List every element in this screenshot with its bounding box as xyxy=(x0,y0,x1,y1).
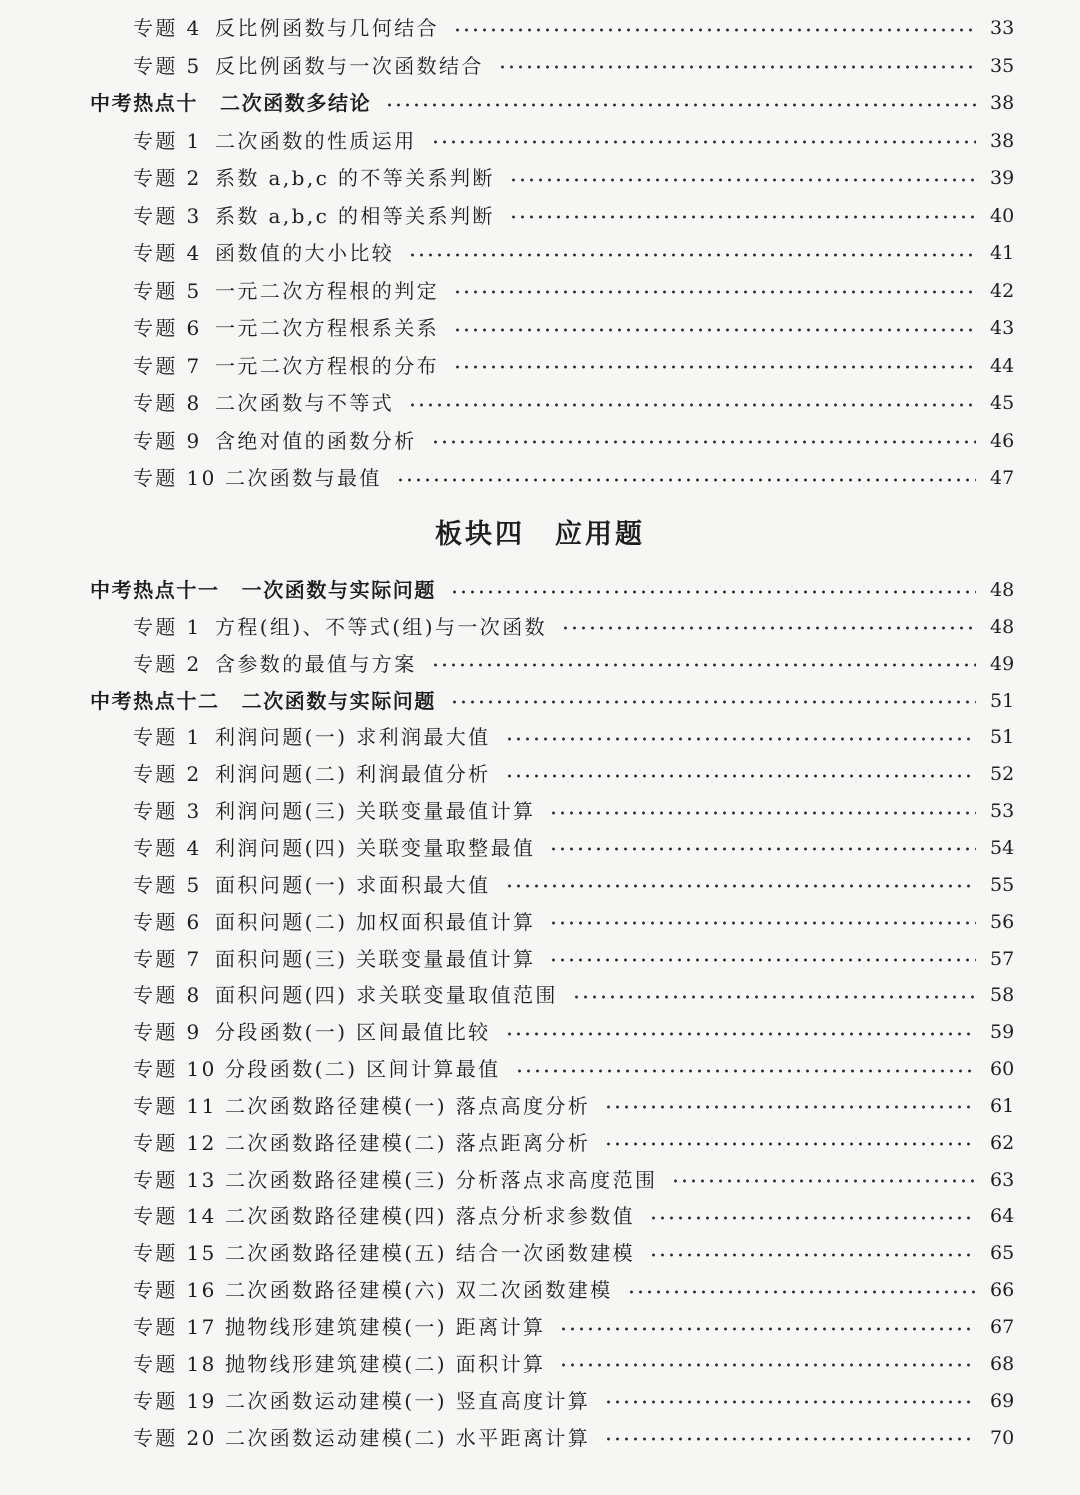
toc-page-number: 57 xyxy=(990,947,1015,970)
dot-leader xyxy=(549,921,976,925)
toc-page-number: 63 xyxy=(990,1168,1015,1191)
toc-entry-label: 专题 3 xyxy=(133,799,202,824)
toc-entry-title: 一元二次方程根的分布 xyxy=(215,353,439,378)
toc-topic-entry[interactable] xyxy=(0,1086,1080,1123)
toc-entry-label: 专题 17 xyxy=(133,1315,217,1339)
toc-entry-label: 专题 9 xyxy=(133,1020,202,1045)
toc-topic-entry[interactable] xyxy=(0,158,1080,195)
toc-page-number: 69 xyxy=(990,1389,1015,1412)
toc-entry-name xyxy=(0,795,535,824)
dot-leader xyxy=(450,700,976,704)
toc-entry-label: 专题 5 xyxy=(133,872,202,897)
toc-entry-title: 一次函数与实际问题 xyxy=(241,578,437,602)
toc-entry-name xyxy=(0,869,491,898)
toc-entry-label: 专题 14 xyxy=(133,1204,217,1229)
toc-entry-name xyxy=(0,611,547,640)
toc-topic-entry[interactable] xyxy=(0,271,1080,308)
toc-entry-name xyxy=(0,1311,545,1340)
toc-page-number: 33 xyxy=(990,17,1015,39)
toc-page-number: 41 xyxy=(990,242,1015,264)
toc-entry-label: 专题 18 xyxy=(133,1351,217,1376)
dot-leader xyxy=(505,774,976,778)
toc-entry-name xyxy=(0,906,535,935)
toc-entry-name xyxy=(0,387,394,416)
dot-leader xyxy=(549,847,976,851)
toc-entry-name xyxy=(0,125,417,154)
dot-leader xyxy=(559,1327,976,1331)
dot-leader xyxy=(450,590,976,594)
dot-leader xyxy=(396,478,976,482)
toc-topic-entry[interactable] xyxy=(0,1233,1080,1270)
toc-hotspot-entry[interactable] xyxy=(0,570,1080,607)
toc-topic-entry[interactable] xyxy=(0,939,1080,976)
toc-topic-entry[interactable] xyxy=(0,1196,1080,1233)
toc-entry-name xyxy=(0,1200,635,1229)
toc-page-number: 56 xyxy=(990,910,1015,933)
toc-hotspot-entry[interactable] xyxy=(0,681,1080,718)
dot-leader xyxy=(604,1105,976,1109)
toc-entry-label: 专题 1 xyxy=(133,725,202,750)
toc-entry-title: 面积问题(三) 关联变量最值计算 xyxy=(215,946,536,971)
toc-entry-title: 二次函数路径建模(二) 落点距离分析 xyxy=(225,1130,591,1155)
toc-page-number: 54 xyxy=(990,836,1015,859)
dot-leader xyxy=(498,65,976,69)
toc-entry-name xyxy=(0,425,417,454)
toc-entry-name xyxy=(0,462,382,491)
toc-entry-name xyxy=(0,943,535,972)
toc-page-number: 52 xyxy=(990,763,1015,786)
toc-page-number: 45 xyxy=(990,392,1015,414)
toc-entry-label: 专题 20 xyxy=(133,1425,217,1450)
toc-topic-entry[interactable] xyxy=(0,754,1080,791)
dot-leader xyxy=(453,290,976,294)
toc-entry-name xyxy=(0,12,439,41)
toc-entry-name xyxy=(0,350,439,379)
toc-page-number: 43 xyxy=(990,317,1015,339)
toc-entry-title: 函数值的大小比较 xyxy=(215,241,395,265)
toc-topic-entry[interactable] xyxy=(0,1160,1080,1197)
toc-entry-label: 专题 1 xyxy=(133,128,202,153)
toc-entry-label: 专题 5 xyxy=(133,278,202,303)
toc-entry-name xyxy=(0,162,495,191)
dot-leader xyxy=(572,995,976,999)
toc-entry-name xyxy=(0,685,436,714)
toc-entry-name xyxy=(0,1385,590,1414)
toc-topic-entry[interactable] xyxy=(0,421,1080,458)
toc-entry-name xyxy=(0,1053,501,1082)
dot-leader xyxy=(559,1363,976,1367)
toc-entry-label: 专题 16 xyxy=(133,1278,217,1303)
toc-entry-title: 一元二次方程根的判定 xyxy=(215,278,439,303)
toc-topic-entry[interactable] xyxy=(0,975,1080,1012)
toc-page-number: 49 xyxy=(990,652,1015,675)
dot-leader xyxy=(505,737,976,741)
toc-page-number: 55 xyxy=(990,873,1015,896)
toc-entry-title: 含绝对值的函数分析 xyxy=(215,428,417,453)
toc-entry-name xyxy=(0,1127,590,1156)
toc-entry-name xyxy=(0,200,495,229)
toc-page-number: 35 xyxy=(990,54,1015,77)
block-title: 板块四 应用题 xyxy=(435,519,645,550)
toc-topic-entry[interactable] xyxy=(0,1418,1080,1455)
toc-entry-title: 系数 a,b,c 的不等关系判断 xyxy=(215,166,495,190)
toc-entry-label: 中考热点十一 xyxy=(90,578,220,602)
dot-leader xyxy=(671,1179,976,1183)
toc-entry-label: 专题 6 xyxy=(133,316,202,340)
toc-entry-label: 专题 7 xyxy=(133,353,202,378)
toc-topic-entry[interactable] xyxy=(0,8,1080,45)
toc-entry-label: 专题 9 xyxy=(133,428,202,453)
toc-page-number: 40 xyxy=(990,204,1015,227)
toc-entry-label: 专题 4 xyxy=(133,241,202,265)
toc-entry-title: 反比例函数与一次函数结合 xyxy=(215,53,484,78)
toc-entry-name xyxy=(0,1016,491,1045)
dot-leader xyxy=(453,365,976,369)
toc-entry-name xyxy=(0,87,371,116)
toc-entry-title: 方程(组)、不等式(组)与一次函数 xyxy=(215,614,548,639)
toc-topic-entry[interactable] xyxy=(0,717,1080,754)
toc-entry-label: 专题 7 xyxy=(133,946,202,971)
dot-leader xyxy=(604,1142,976,1146)
toc-topic-entry[interactable] xyxy=(0,902,1080,939)
toc-entry-label: 专题 3 xyxy=(133,203,202,228)
dot-leader xyxy=(604,1400,976,1404)
toc-entry-label: 专题 4 xyxy=(133,835,202,860)
toc-entry-name xyxy=(0,979,558,1008)
toc-entry-title: 面积问题(二) 加权面积最值计算 xyxy=(215,909,536,934)
toc-entry-title: 二次函数运动建模(二) 水平距离计算 xyxy=(225,1425,591,1450)
toc-page-number: 61 xyxy=(990,1094,1015,1117)
toc-entry-title: 面积问题(一) 求面积最大值 xyxy=(215,872,491,897)
toc-entry-name xyxy=(0,237,394,266)
toc-entry-title: 利润问题(三) 关联变量最值计算 xyxy=(215,799,536,824)
dot-leader xyxy=(649,1253,976,1257)
toc-page-number: 60 xyxy=(990,1058,1015,1081)
toc-entry-title: 二次函数的性质运用 xyxy=(215,128,417,153)
dot-leader xyxy=(549,811,976,815)
toc-entry-label: 专题 13 xyxy=(133,1167,217,1192)
toc-entry-label: 中考热点十二 xyxy=(90,688,220,713)
toc-entry-label: 专题 15 xyxy=(133,1241,217,1266)
toc-entry-label: 中考热点十 xyxy=(90,91,198,115)
toc-entry-title: 利润问题(四) 关联变量取整最值 xyxy=(215,835,536,860)
toc-entry-name xyxy=(0,1348,545,1377)
toc-topic-entry[interactable] xyxy=(0,46,1080,83)
toc-page-number: 38 xyxy=(990,129,1015,152)
toc-topic-entry[interactable] xyxy=(0,1307,1080,1344)
toc-entry-name xyxy=(0,50,484,79)
dot-leader xyxy=(453,328,976,332)
toc-entry-title: 利润问题(二) 利润最值分析 xyxy=(215,762,491,787)
toc-entry-name xyxy=(0,832,535,861)
toc-entry-name xyxy=(0,1237,635,1266)
toc-topic-entry[interactable] xyxy=(0,121,1080,158)
dot-leader xyxy=(561,626,976,630)
toc-entry-title: 二次函数运动建模(一) 竖直高度计算 xyxy=(225,1388,591,1413)
toc-entry-label: 专题 5 xyxy=(133,53,202,78)
toc-entry-label: 专题 10 xyxy=(133,1057,217,1082)
toc-page-number: 66 xyxy=(990,1279,1015,1302)
dot-leader xyxy=(549,958,976,962)
dot-leader xyxy=(649,1216,976,1220)
toc-entry-title: 反比例函数与几何结合 xyxy=(215,16,439,40)
toc-page-number: 44 xyxy=(990,354,1015,377)
toc-entry-title: 二次函数与最值 xyxy=(225,466,382,490)
toc-topic-entry[interactable] xyxy=(0,1344,1080,1381)
toc-topic-entry[interactable] xyxy=(0,1123,1080,1160)
toc-topic-entry[interactable] xyxy=(0,828,1080,865)
toc-entry-name xyxy=(0,275,439,304)
toc-entry-name xyxy=(0,1422,590,1451)
toc-entry-title: 二次函数路径建模(六) 双二次函数建模 xyxy=(225,1278,613,1303)
toc-entry-name xyxy=(0,648,417,677)
dot-leader xyxy=(453,28,976,32)
toc-entry-title: 面积问题(四) 求关联变量取值范围 xyxy=(215,983,558,1008)
toc-page-number: 48 xyxy=(990,615,1015,638)
dot-leader xyxy=(431,440,976,444)
toc-entry-title: 一元二次方程根系关系 xyxy=(215,316,439,340)
toc-page-number: 70 xyxy=(990,1426,1015,1449)
toc-page-number: 48 xyxy=(990,579,1015,601)
toc-entry-label: 专题 6 xyxy=(133,909,202,934)
toc-entry-title: 利润问题(一) 求利润最大值 xyxy=(215,725,491,750)
toc-entry-title: 二次函数路径建模(一) 落点高度分析 xyxy=(225,1093,591,1118)
dot-leader xyxy=(627,1290,976,1294)
toc-topic-entry[interactable] xyxy=(0,346,1080,383)
toc-topic-entry[interactable] xyxy=(0,1270,1080,1307)
dot-leader xyxy=(505,884,976,888)
toc-topic-entry[interactable] xyxy=(0,791,1080,828)
toc-page-number: 42 xyxy=(990,279,1015,302)
dot-leader xyxy=(431,140,976,144)
toc-entry-label: 专题 11 xyxy=(133,1093,217,1118)
toc-page-number: 64 xyxy=(990,1205,1015,1228)
toc-entry-title: 二次函数与不等式 xyxy=(215,391,395,415)
toc-topic-entry[interactable] xyxy=(0,607,1080,644)
toc-page-number: 39 xyxy=(990,167,1015,189)
dot-leader xyxy=(505,1032,976,1036)
toc-entry-label: 专题 1 xyxy=(133,614,202,639)
dot-leader xyxy=(408,253,976,257)
toc-entry-label: 专题 4 xyxy=(133,16,202,40)
toc-entry-name xyxy=(0,1164,657,1193)
toc-entry-title: 系数 a,b,c 的相等关系判断 xyxy=(215,203,495,228)
toc-topic-entry[interactable] xyxy=(0,644,1080,681)
toc-entry-title: 二次函数路径建模(三) 分析落点求高度范围 xyxy=(225,1167,658,1192)
toc-entry-title: 二次函数多结论 xyxy=(220,91,372,115)
toc-entry-label: 专题 12 xyxy=(133,1130,217,1155)
toc-entry-name xyxy=(0,721,491,750)
toc-entry-title: 二次函数与实际问题 xyxy=(241,688,437,713)
toc-entry-title: 抛物线形建筑建模(一) 距离计算 xyxy=(225,1315,546,1339)
toc-page-number: 53 xyxy=(990,800,1015,823)
toc-topic-entry[interactable] xyxy=(0,1049,1080,1086)
toc-page-number: 38 xyxy=(990,92,1015,114)
toc-topic-entry[interactable] xyxy=(0,233,1080,270)
toc-entry-label: 专题 2 xyxy=(133,166,202,190)
toc-page-number: 68 xyxy=(990,1352,1015,1375)
dot-leader xyxy=(431,663,976,667)
toc-entry-name xyxy=(0,312,439,341)
toc-entry-name xyxy=(0,1274,613,1303)
toc-page-number: 46 xyxy=(990,429,1015,452)
dot-leader xyxy=(515,1069,976,1073)
toc-page-number: 62 xyxy=(990,1131,1015,1154)
toc-topic-entry[interactable] xyxy=(0,308,1080,345)
toc-entry-label: 专题 2 xyxy=(133,651,202,676)
toc-entry-label: 专题 19 xyxy=(133,1388,217,1413)
toc-entry-title: 含参数的最值与方案 xyxy=(215,651,417,676)
toc-topic-entry[interactable] xyxy=(0,865,1080,902)
toc-topic-entry[interactable] xyxy=(0,1012,1080,1049)
toc-page-number: 65 xyxy=(990,1242,1015,1265)
toc-page-number: 67 xyxy=(990,1316,1015,1338)
toc-topic-entry[interactable] xyxy=(0,196,1080,233)
toc-page-number: 58 xyxy=(990,984,1015,1007)
dot-leader xyxy=(509,178,976,182)
toc-entry-title: 二次函数路径建模(五) 结合一次函数建模 xyxy=(225,1241,635,1266)
toc-entry-name xyxy=(0,1090,590,1119)
toc-page-number: 47 xyxy=(990,467,1015,489)
toc-entry-title: 二次函数路径建模(四) 落点分析求参数值 xyxy=(225,1204,635,1229)
toc-entry-title: 分段函数(一) 区间最值比较 xyxy=(215,1020,491,1045)
toc-entry-title: 抛物线形建筑建模(二) 面积计算 xyxy=(225,1351,546,1376)
toc-entry-label: 专题 10 xyxy=(133,466,217,490)
toc-entry-label: 专题 2 xyxy=(133,762,202,787)
toc-hotspot-entry[interactable] xyxy=(0,83,1080,120)
dot-leader xyxy=(408,403,976,407)
toc-entry-name xyxy=(0,574,436,603)
toc-entry-label: 专题 8 xyxy=(133,391,202,415)
toc-entry-label: 专题 8 xyxy=(133,983,202,1008)
dot-leader xyxy=(604,1437,976,1441)
toc-page-number: 51 xyxy=(990,726,1015,749)
toc-topic-entry[interactable] xyxy=(0,458,1080,495)
toc-topic-entry[interactable] xyxy=(0,1381,1080,1418)
toc-page-number: 51 xyxy=(990,689,1015,712)
toc-entry-name xyxy=(0,758,491,787)
toc-entry-title: 分段函数(二) 区间计算最值 xyxy=(225,1057,501,1082)
toc-topic-entry[interactable] xyxy=(0,383,1080,420)
dot-leader xyxy=(385,103,976,107)
dot-leader xyxy=(509,215,976,219)
toc-page-number: 59 xyxy=(990,1021,1015,1044)
